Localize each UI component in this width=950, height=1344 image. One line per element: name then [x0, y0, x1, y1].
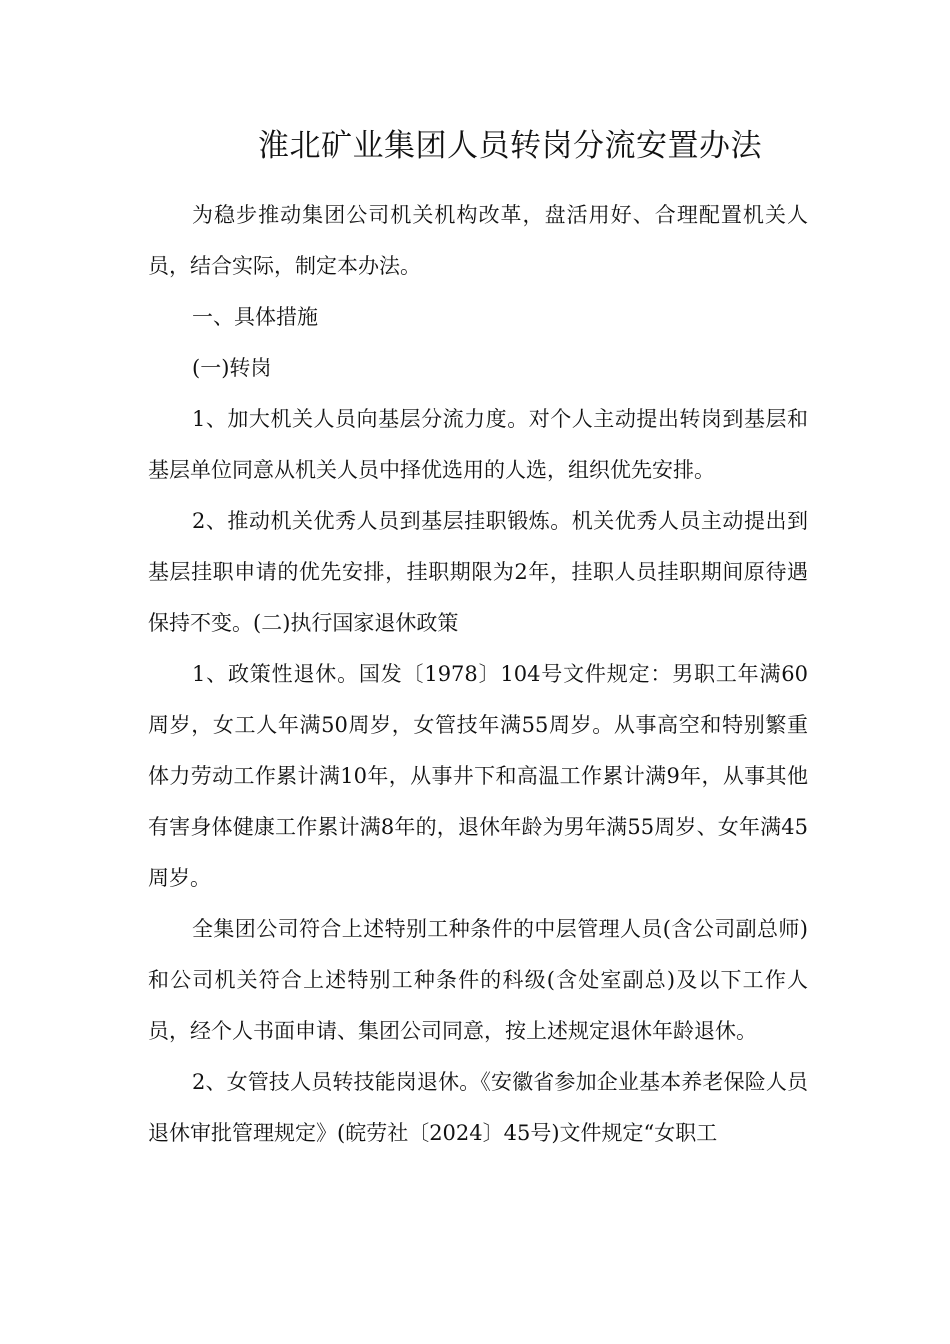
paragraph-transfer-1: 1、加大机关人员向基层分流力度。对个人主动提出转岗到基层和基层单位同意从机关人员中择优选用的人选，组织优先安排。 [148, 407, 808, 482]
paragraph-retirement-1: 1、政策性退休。国发〔1978〕104号文件规定：男职工年满60周岁，女工人年满50周岁，女管技年满55周岁。从事高空和特别繁重体力劳动工作累计满10年，从事井下和高温工作累计满9年，从事其他有害身体健康工作累计满8年的，退休年龄为男年满55周岁、女年满45周岁。 [148, 662, 808, 890]
subheading-transfer: (一)转岗 [192, 356, 272, 380]
document-body [148, 190, 808, 1159]
paragraph-retirement-scope: 全集团公司符合上述特别工种条件的中层管理人员(含公司副总师)和公司机关符合上述特别工种条件的科级(含处室副总)及以下工作人员，经个人书面申请、集团公司同意，按上述规定退休年龄退休。 [148, 917, 808, 1043]
paragraph-intro: 为稳步推动集团公司机关机构改革，盘活用好、合理配置机关人员，结合实际，制定本办法。 [148, 203, 808, 278]
heading-specific-measures: 一、具体措施 [192, 305, 318, 329]
paragraph-transfer-2: 2、推动机关优秀人员到基层挂职锻炼。机关优秀人员主动提出到基层挂职申请的优先安排，挂职期限为2年，挂职人员挂职期间原待遇保持不变。(二)执行国家退休政策 [148, 509, 808, 635]
document-title: 淮北矿业集团人员转岗分流安置办法 [258, 128, 762, 164]
paragraph-retirement-2: 2、女管技人员转技能岗退休。《安徽省参加企业基本养老保险人员退休审批管理规定》(皖劳社〔2024〕45号)文件规定“女职工 [148, 1070, 808, 1145]
